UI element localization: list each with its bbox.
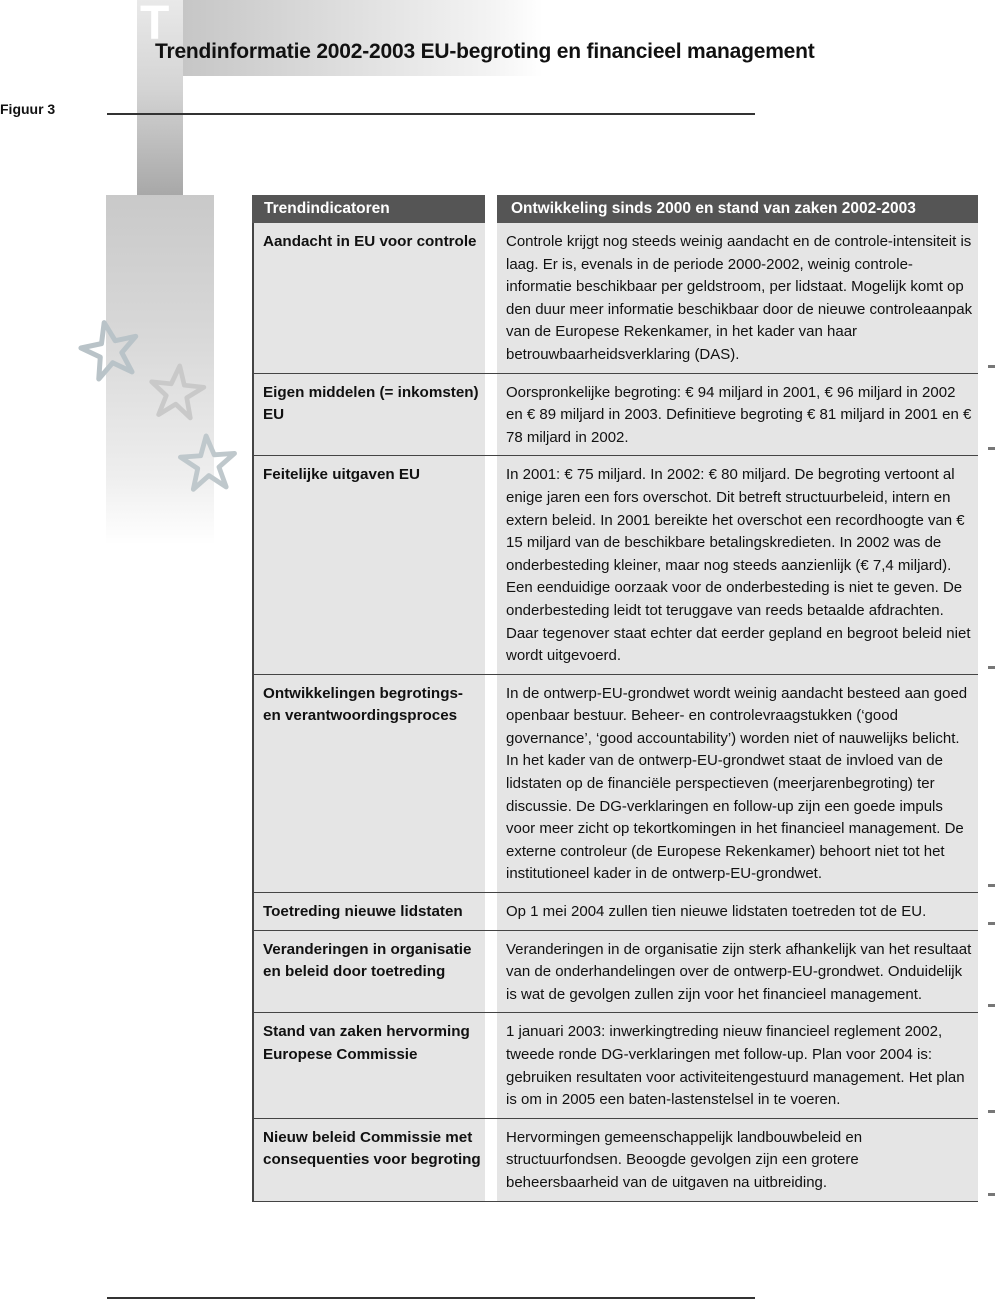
row-indicator-label: Toetreding nieuwe lidstaten bbox=[252, 893, 485, 930]
row-indicator-label: Ontwikkelingen begrotings- en verantwoordingsproces bbox=[252, 675, 485, 892]
row-separator-tick bbox=[988, 1193, 995, 1196]
column-gap bbox=[485, 1119, 497, 1201]
page-title: Trendinformatie 2002-2003 EU-begroting en financieel management bbox=[155, 40, 815, 63]
row-development-text: Veranderingen in de organisatie zijn sterk afhankelijk van het resultaat van de onderhandelingen over de ontwerp-EU-grondwet. Onduidelijk is wat de gevolgen zullen zijn voor het financieel management. bbox=[497, 931, 978, 1013]
table-row bbox=[252, 893, 978, 931]
row-indicator-label: Aandacht in EU voor controle bbox=[252, 223, 485, 373]
bottom-divider bbox=[107, 1297, 755, 1299]
trend-table bbox=[252, 195, 978, 1202]
column-gap bbox=[485, 931, 497, 1013]
row-separator-tick bbox=[988, 884, 995, 887]
row-development-text: Op 1 mei 2004 zullen tien nieuwe lidstaten toetreden tot de EU. bbox=[497, 893, 978, 930]
table-row bbox=[252, 223, 978, 374]
decorative-t-letter: T bbox=[140, 0, 170, 50]
row-indicator-label: Nieuw beleid Commissie met consequenties voor begroting bbox=[252, 1119, 485, 1201]
row-indicator-label: Veranderingen in organisatie en beleid door toetreding bbox=[252, 931, 485, 1013]
star-icon bbox=[176, 432, 240, 494]
row-separator-tick bbox=[988, 447, 995, 450]
row-development-text: 1 januari 2003: inwerkingtreding nieuw financieel reglement 2002, tweede ronde DG-verklaringen met follow-up. Plan voor 2004 is: gebruiken resultaten voor activiteitengestuurd management. Het plan is om in 2005 een baten-lastenstelsel in te voeren. bbox=[497, 1013, 978, 1117]
column-gap bbox=[485, 675, 497, 892]
row-development-text: Controle krijgt nog steeds weinig aandacht en de controle-intensiteit is laag. Er is, evenals in de periode 2000-2002, weinig controle-informatie beschikbaar per geldstroom, per lidstaat. Mogelijk komt op den duur meer informatie beschikbaar door de nieuwe controleaanpak van de Europese Rekenkamer, in het kader van haar betrouwbaarheidsverklaring (DAS). bbox=[497, 223, 978, 373]
row-development-text: Hervormingen gemeenschappelijk landbouwbeleid en structuurfondsen. Beoogde gevolgen zijn een grotere beheersbaarheid van de uitgaven na uitbreiding. bbox=[497, 1119, 978, 1201]
column-header-indicators: Trendindicatoren bbox=[252, 195, 485, 223]
table-row bbox=[252, 675, 978, 893]
column-gap bbox=[485, 1013, 497, 1117]
star-icon bbox=[78, 318, 142, 382]
table-row bbox=[252, 456, 978, 674]
row-development-text: Oorspronkelijke begroting: € 94 miljard in 2001, € 96 miljard in 2002 en € 89 miljard in 2003. Definitieve begroting € 81 miljard in 2001 en € 78 miljard in 2002. bbox=[497, 374, 978, 456]
table-row bbox=[252, 931, 978, 1014]
column-gap bbox=[485, 223, 497, 373]
decorative-title-band bbox=[183, 0, 543, 76]
row-separator-tick bbox=[988, 666, 995, 669]
star-icon bbox=[145, 362, 209, 422]
table-row bbox=[252, 1119, 978, 1202]
row-indicator-label: Stand van zaken hervorming Europese Commissie bbox=[252, 1013, 485, 1117]
row-separator-tick bbox=[988, 1110, 995, 1113]
figure-label: Figuur 3 bbox=[0, 101, 56, 117]
row-development-text: In 2001: € 75 miljard. In 2002: € 80 miljard. De begroting vertoont al enige jaren een fors overschot. Dit betreft structuurbeleid, intern en extern beleid. In 2001 bereikte het overschot een recordhoogte van € 15 miljard van de beschikbare betalingskredieten. In 2002 was de onderbesteding kleiner, maar nog steeds aanzienlijk (€ 7,4 miljard). Een eenduidige oorzaak voor de onderbesteding is niet te geven. De onderbesteding leidt tot teruggave van reeds betaalde afdrachten. Daar tegenover staat echter dat eerder gepland en begroot beleid niet wordt uitgevoerd. bbox=[497, 456, 978, 673]
table-row bbox=[252, 374, 978, 457]
row-development-text: In de ontwerp-EU-grondwet wordt weinig aandacht besteed aan goed openbaar bestuur. Beheer- en controlevraagstukken (‘good governance’, ‘good accountability’) worden niet of nauwelijks belicht. In het kader van de ontwerp-EU-grondwet staat de invloed van de lidstaten op de financiële perspectieven (meerjarenbegroting) ter discussie. De DG-verklaringen en follow-up zijn een goede impuls voor meer zicht op tekortkomingen in het financieel management. De externe controleur (de Europese Rekenkamer) behoort niet tot het institutioneel kader in de ontwerp-EU-grondwet. bbox=[497, 675, 978, 892]
column-gap bbox=[485, 456, 497, 673]
table-header bbox=[252, 195, 978, 223]
column-header-development: Ontwikkeling sinds 2000 en stand van zaken 2002-2003 bbox=[497, 195, 978, 223]
row-separator-tick bbox=[988, 1004, 995, 1007]
top-divider bbox=[107, 113, 755, 115]
row-indicator-label: Feitelijke uitgaven EU bbox=[252, 456, 485, 673]
row-separator-tick bbox=[988, 922, 995, 925]
table-row bbox=[252, 1013, 978, 1118]
row-indicator-label: Eigen middelen (= inkomsten) EU bbox=[252, 374, 485, 456]
row-separator-tick bbox=[988, 365, 995, 368]
column-gap bbox=[485, 374, 497, 456]
column-gap bbox=[485, 893, 497, 930]
